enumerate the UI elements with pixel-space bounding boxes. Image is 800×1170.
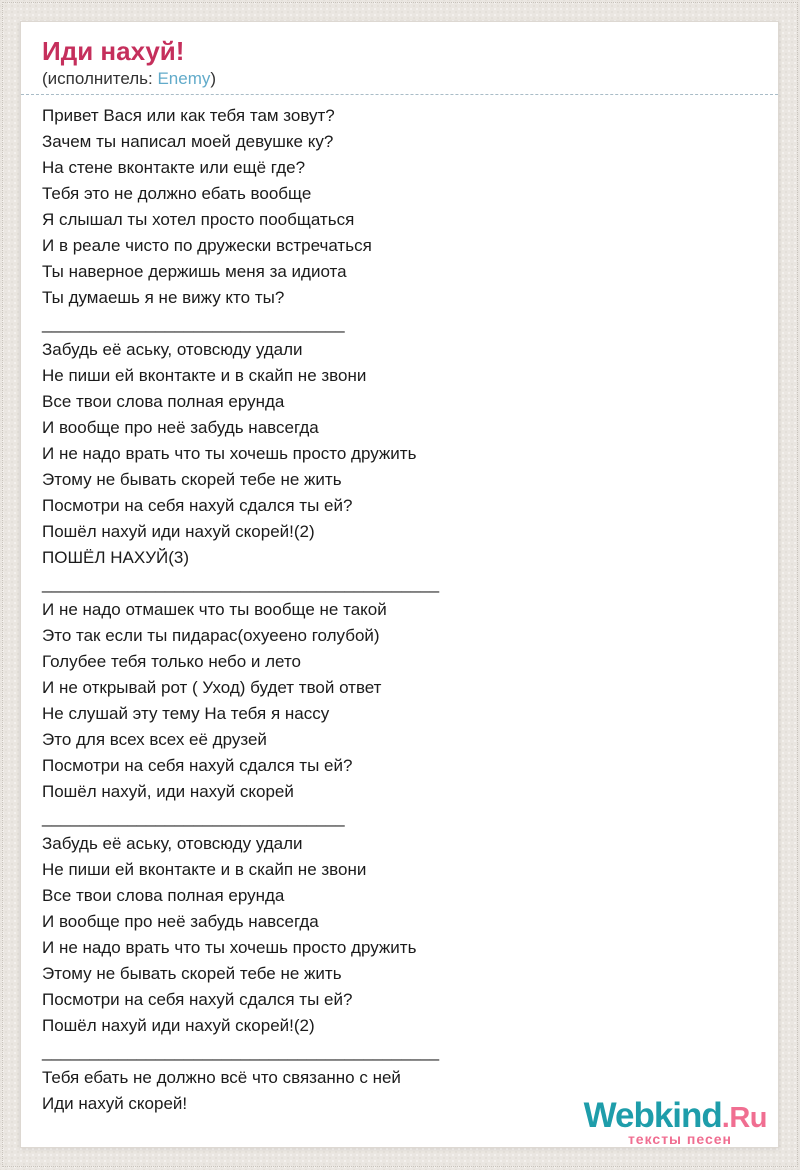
lyric-line: Не пиши ей вконтакте и в скайп не звони [42, 860, 367, 879]
lyric-line: Тебя ебать не должно всё что связанно с ней [42, 1068, 401, 1087]
artist-label: (исполнитель: [42, 69, 158, 88]
lyric-line: Пошёл нахуй иди нахуй скорей!(2) [42, 522, 315, 541]
lyric-line: И не надо отмашек что ты вообще не такой [42, 600, 387, 619]
lyric-line: Это так если ты пидарас(охуеено голубой) [42, 626, 380, 645]
lyric-line: Этому не бывать скорей тебе не жить [42, 470, 342, 489]
webkind-logo[interactable] [583, 1096, 767, 1147]
lyric-line: Посмотри на себя нахуй сдался ты ей? [42, 756, 353, 775]
lyric-line: Посмотри на себя нахуй сдался ты ей? [42, 990, 353, 1009]
lyric-line: Иди нахуй скорей! [42, 1094, 188, 1113]
logo-suffix-text: .Ru [721, 1102, 767, 1134]
lyric-line: Забудь её аську, отовсюду удали [42, 340, 303, 359]
artist-label-close: ) [210, 69, 217, 88]
logo-tagline: тексты песен [627, 1131, 732, 1147]
lyric-line: Все твои слова полная ерунда [42, 392, 285, 411]
lyric-line: Все твои слова полная ерунда [42, 886, 285, 905]
lyric-line: Ты думаешь я не вижу кто ты? [42, 288, 285, 307]
artist-link[interactable]: Enemy [157, 69, 211, 88]
content-card [20, 21, 779, 1148]
lyric-line: И вообще про неё забудь навсегда [42, 418, 319, 437]
lyric-line: И в реале чисто по дружески встречаться [42, 236, 372, 255]
stanza-separator: __________________________________________ [42, 1042, 440, 1061]
lyric-line: И не надо врать что ты хочешь просто дружить [42, 444, 417, 463]
lyric-line: И не открывай рот ( Уход) будет твой ответ [42, 678, 382, 697]
lyric-line: Это для всех всех её друзей [42, 730, 267, 749]
lyric-line: И вообще про неё забудь навсегда [42, 912, 319, 931]
stanza-separator: ________________________________ [42, 314, 345, 333]
lyric-line: Тебя это не должно ебать вообще [42, 184, 312, 203]
lyric-line: Не слушай эту тему На тебя я нассу [42, 704, 330, 723]
lyric-line: Голубее тебя только небо и лето [42, 652, 301, 671]
lyric-line: Привет Вася или как тебя там зовут? [42, 106, 335, 125]
lyric-line: Я слышал ты хотел просто пообщаться [42, 210, 355, 229]
lyric-line: ПОШЁЛ НАХУЙ(3) [42, 548, 189, 567]
webkind-logo-text [583, 1096, 767, 1135]
lyrics-text [21, 95, 778, 1117]
lyric-line: Зачем ты написал моей девушке ку? [42, 132, 334, 151]
lyric-line: Пошёл нахуй иди нахуй скорей!(2) [42, 1016, 315, 1035]
stanza-separator: __________________________________________ [42, 574, 440, 593]
lyric-line: Не пиши ей вконтакте и в скайп не звони [42, 366, 367, 385]
artist-line [42, 67, 758, 91]
logo-main-text: Webkind [583, 1096, 722, 1135]
lyric-line: Забудь её аську, отовсюду удали [42, 834, 303, 853]
lyric-line: На стене вконтакте или ещё где? [42, 158, 306, 177]
lyric-line: Этому не бывать скорей тебе не жить [42, 964, 342, 983]
lyric-line: Посмотри на себя нахуй сдался ты ей? [42, 496, 353, 515]
song-header [21, 22, 778, 95]
song-title: Иди нахуй! [42, 36, 185, 66]
lyric-line: И не надо врать что ты хочешь просто дружить [42, 938, 417, 957]
stanza-separator: ________________________________ [42, 808, 345, 827]
lyric-line: Ты наверное держишь меня за идиота [42, 262, 347, 281]
lyric-line: Пошёл нахуй, иди нахуй скорей [42, 782, 294, 801]
